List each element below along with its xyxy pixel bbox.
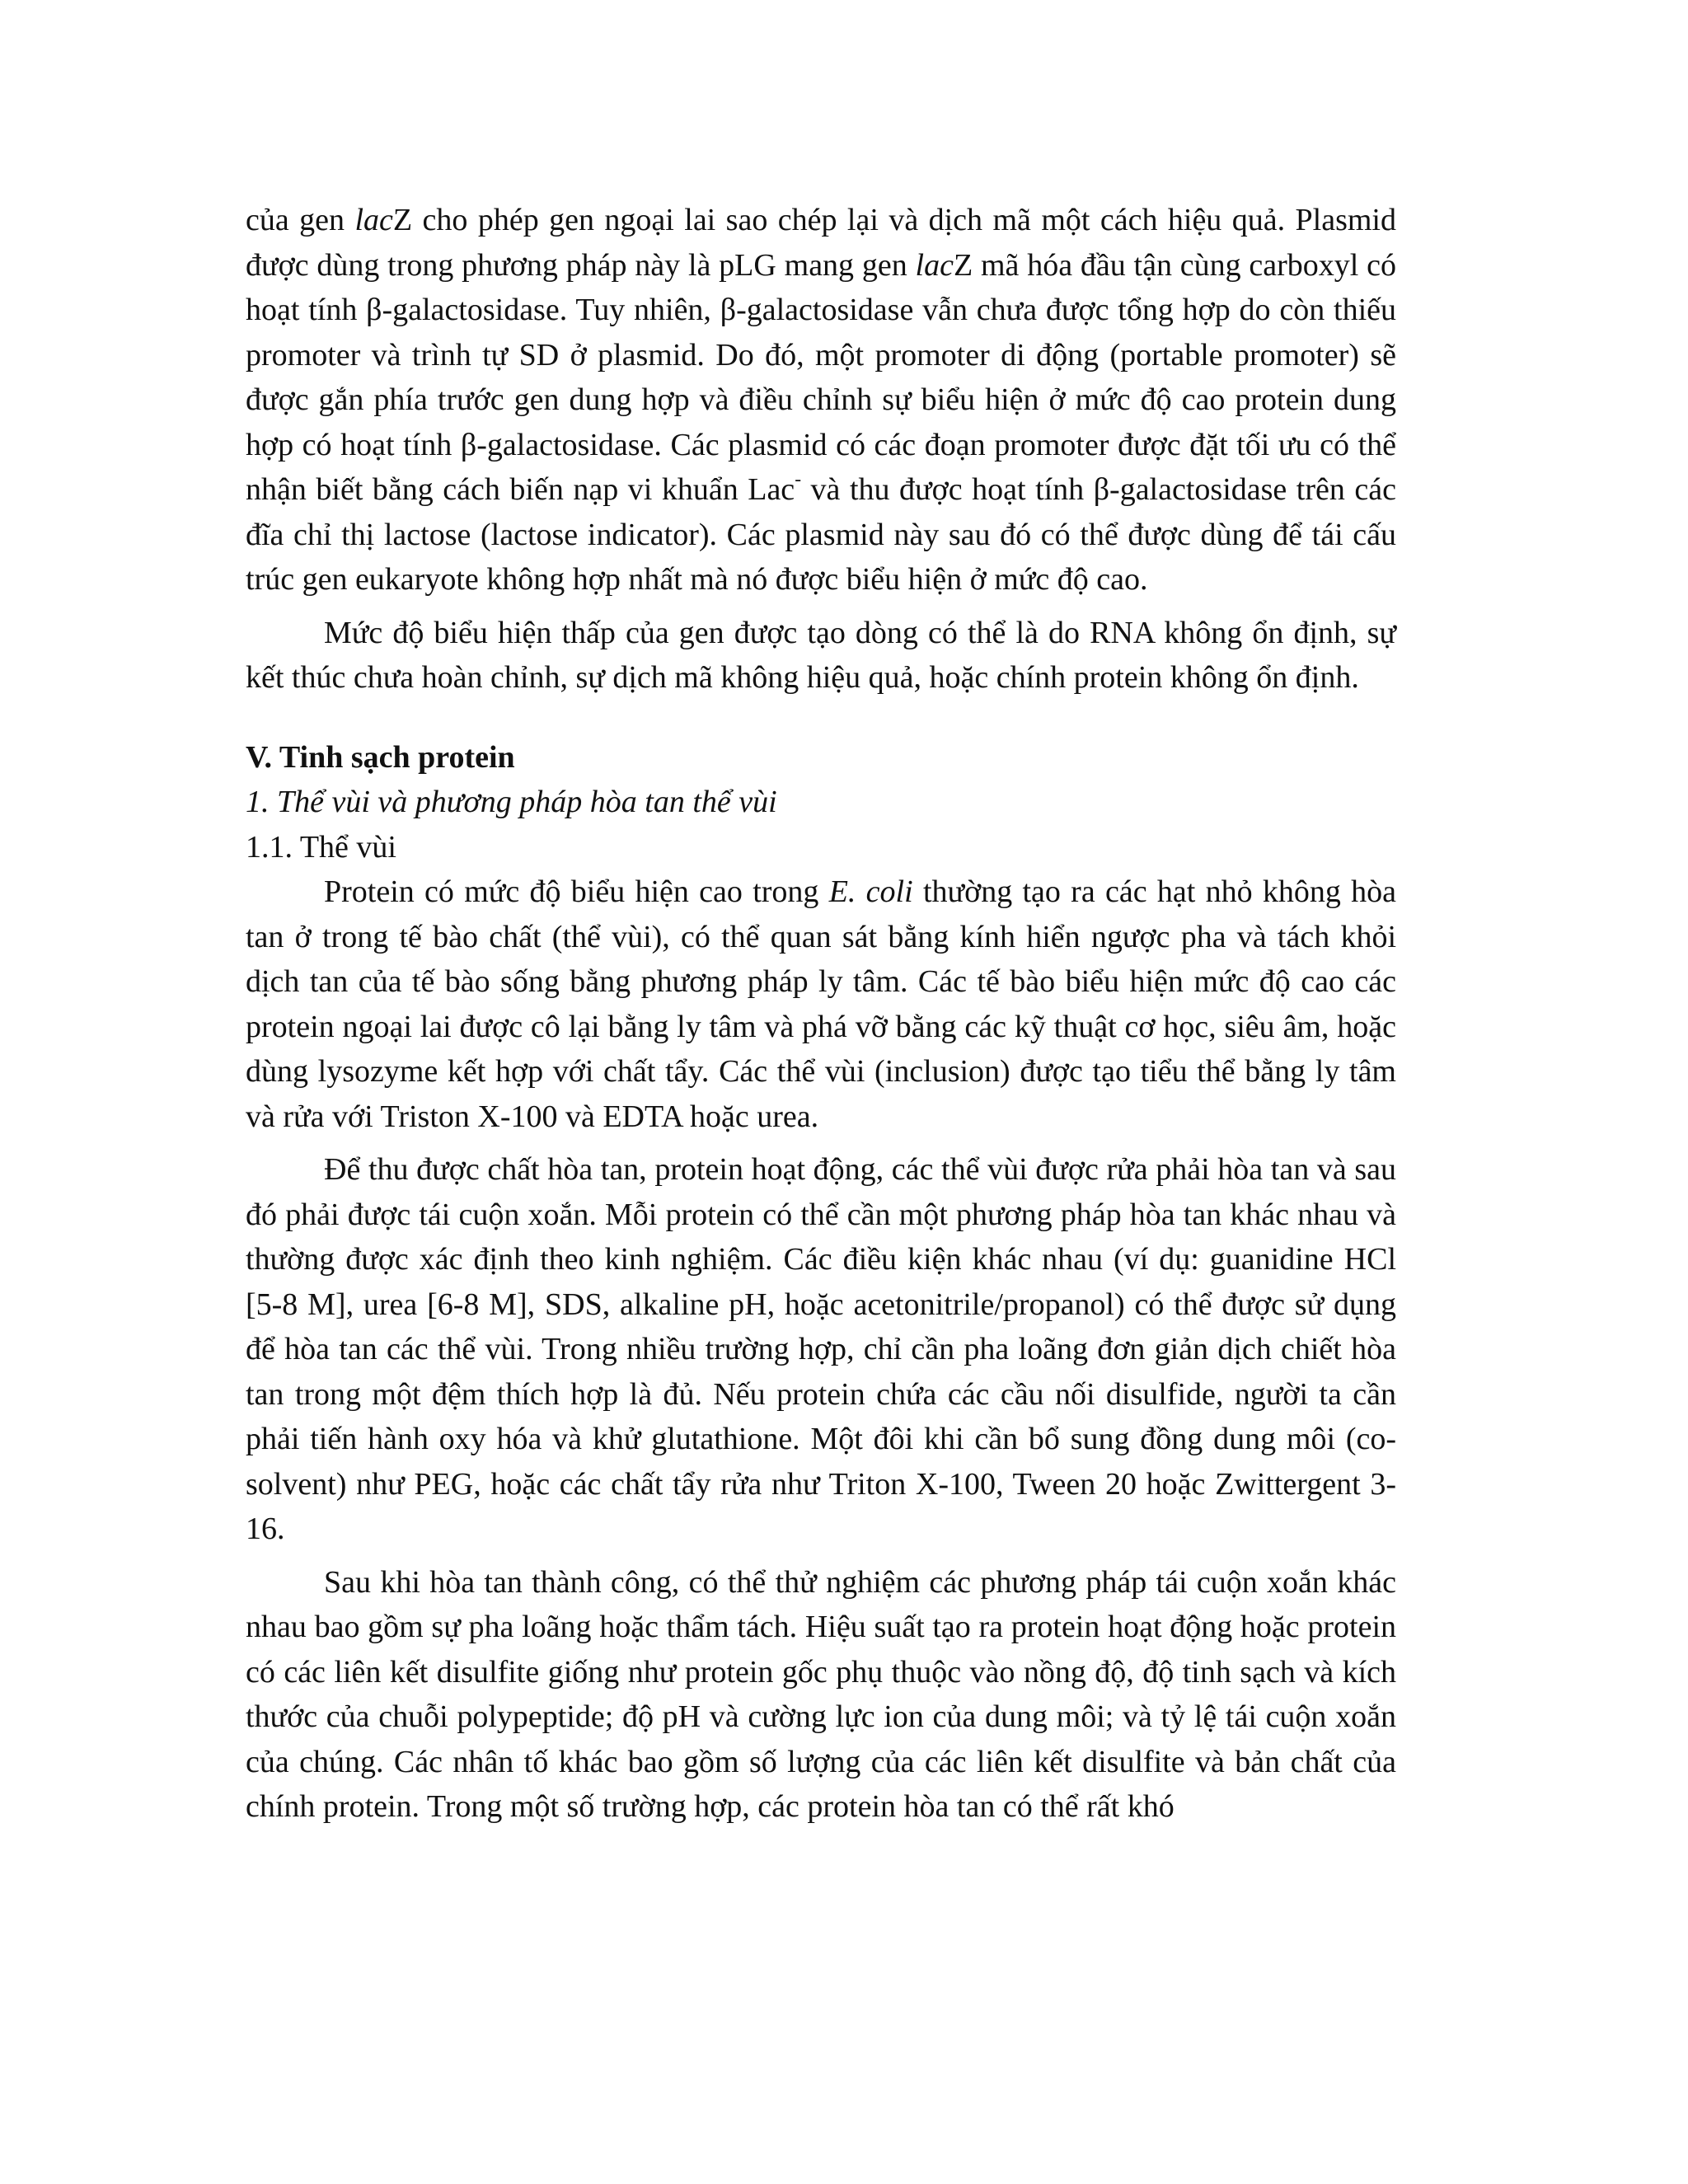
text-run: Z mã hóa đầu tận cùng carboxyl có hoạt tính β-galactosidase. Tuy nhiên, β-galactosidase vẫn chưa được tổng hợp do còn thiếu promoter và trình tự SD ở plasmid. Do đó, một promoter di động (portable promoter) sẽ được gắn phía trước gen dung hợp và điều chỉnh sự biểu hiện ở mức độ cao protein dung hợp có hoạt tính β-galactosidase. Các plasmid có các đoạn promoter được đặt tối ưu có thể nhận biết bằng cách biến nạp vi khuẩn Lac xyxy=(246,247,1397,507)
paragraph-low-expression: Mức độ biểu hiện thấp của gen được tạo dòng có thể là do RNA không ổn định, sự kết thúc chưa hoàn chỉnh, sự dịch mã không hiệu quả, hoặc chính protein không ổn định. xyxy=(246,615,1396,695)
text-run: và thu được hoạt tính β-galactosidase trên các đĩa chỉ thị lactose (lactose indicator). Các plasmid này sau đó có thể được dùng để tái cấu trúc gen eukaryote không hợp nhất mà nó được biểu hiện ở mức độ cao. xyxy=(246,472,1396,597)
gene-name-italic: lac xyxy=(354,203,393,237)
species-name-italic: E. coli xyxy=(828,874,913,909)
paragraph-solubilization: Để thu được chất hòa tan, protein hoạt động, các thể vùi được rửa phải hòa tan và sau đó phải được tái cuộn xoắn. Mỗi protein có thể cần một phương pháp hòa tan khác nhau và thường được xác định theo kinh nghiệm. Các điều kiện khác nhau (ví dụ: guanidine HCl [5-8 M], urea [6-8 M], SDS, alkaline pH, hoặc acetonitrile/propanol) có thể được sử dụng để hòa tan các thể vùi. Trong nhiều trường hợp, chỉ cần pha loãng đơn giản dịch chiết hòa tan trong một đệm thích hợp là đủ. Nếu protein chứa các cầu nối disulfide, người ta cần phải tiến hành oxy hóa và khử glutathione. Một đôi khi cần bổ sung đồng dung môi (co-solvent) như PEG, hoặc các chất tẩy rửa như Triton X-100, Tween 20 hoặc Zwittergent 3-16. xyxy=(246,1152,1396,1546)
paragraph-refolding: Sau khi hòa tan thành công, có thể thử nghiệm các phương pháp tái cuộn xoắn khác nhau bao gồm sự pha loãng hoặc thẩm tách. Hiệu suất tạo ra protein hoạt động hoặc protein có các liên kết disulfite giống như protein gốc phụ thuộc vào nồng độ, độ tinh sạch và kích thước của chuỗi polypeptide; độ pH và cường lực ion của dung môi; và tỷ lệ tái cuộn xoắn của chúng. Các nhân tố khác bao gồm số lượng của các liên kết disulfite và bản chất của chính protein. Trong một số trường hợp, các protein hòa tan có thể rất khó xyxy=(246,1564,1396,1824)
subsubsection-heading: 1.1. Thể vùi xyxy=(246,829,396,865)
section-heading: V. Tinh sạch protein xyxy=(246,739,515,775)
paragraph-lacz-plasmid xyxy=(246,198,1396,602)
subsection-heading: 1. Thể vùi và phương pháp hòa tan thể vùi xyxy=(246,785,777,819)
text-run: của gen xyxy=(246,203,355,237)
gene-name-italic: lac xyxy=(915,247,954,283)
superscript-minus: - xyxy=(795,468,802,490)
text-run: Z cho phép gen ngoại lai sao chép lại và dịch mã một cách hiệu quả. Plasmid được dùng trong phương pháp này là pLG mang gen xyxy=(246,203,1396,283)
paragraph-inclusion-bodies xyxy=(246,869,1396,1139)
text-run: thường tạo ra các hạt nhỏ không hòa tan ở trong tế bào chất (thể vùi), có thể quan sát bằng kính hiển ngược pha và tách khỏi dịch tan của tế bào sống bằng phương pháp ly tâm. Các tế bào biểu hiện mức độ cao các protein ngoại lai được cô lại bằng ly tâm và phá vỡ bằng các kỹ thuật cơ học, siêu âm, hoặc dùng lysozyme kết hợp với chất tẩy. Các thể vùi (inclusion) được tạo tiểu thể bằng ly tâm và rửa với Triston X-100 và EDTA hoặc urea. xyxy=(246,874,1396,1134)
text-run: Protein có mức độ biểu hiện cao trong xyxy=(324,874,829,909)
document-page xyxy=(246,198,1396,1830)
